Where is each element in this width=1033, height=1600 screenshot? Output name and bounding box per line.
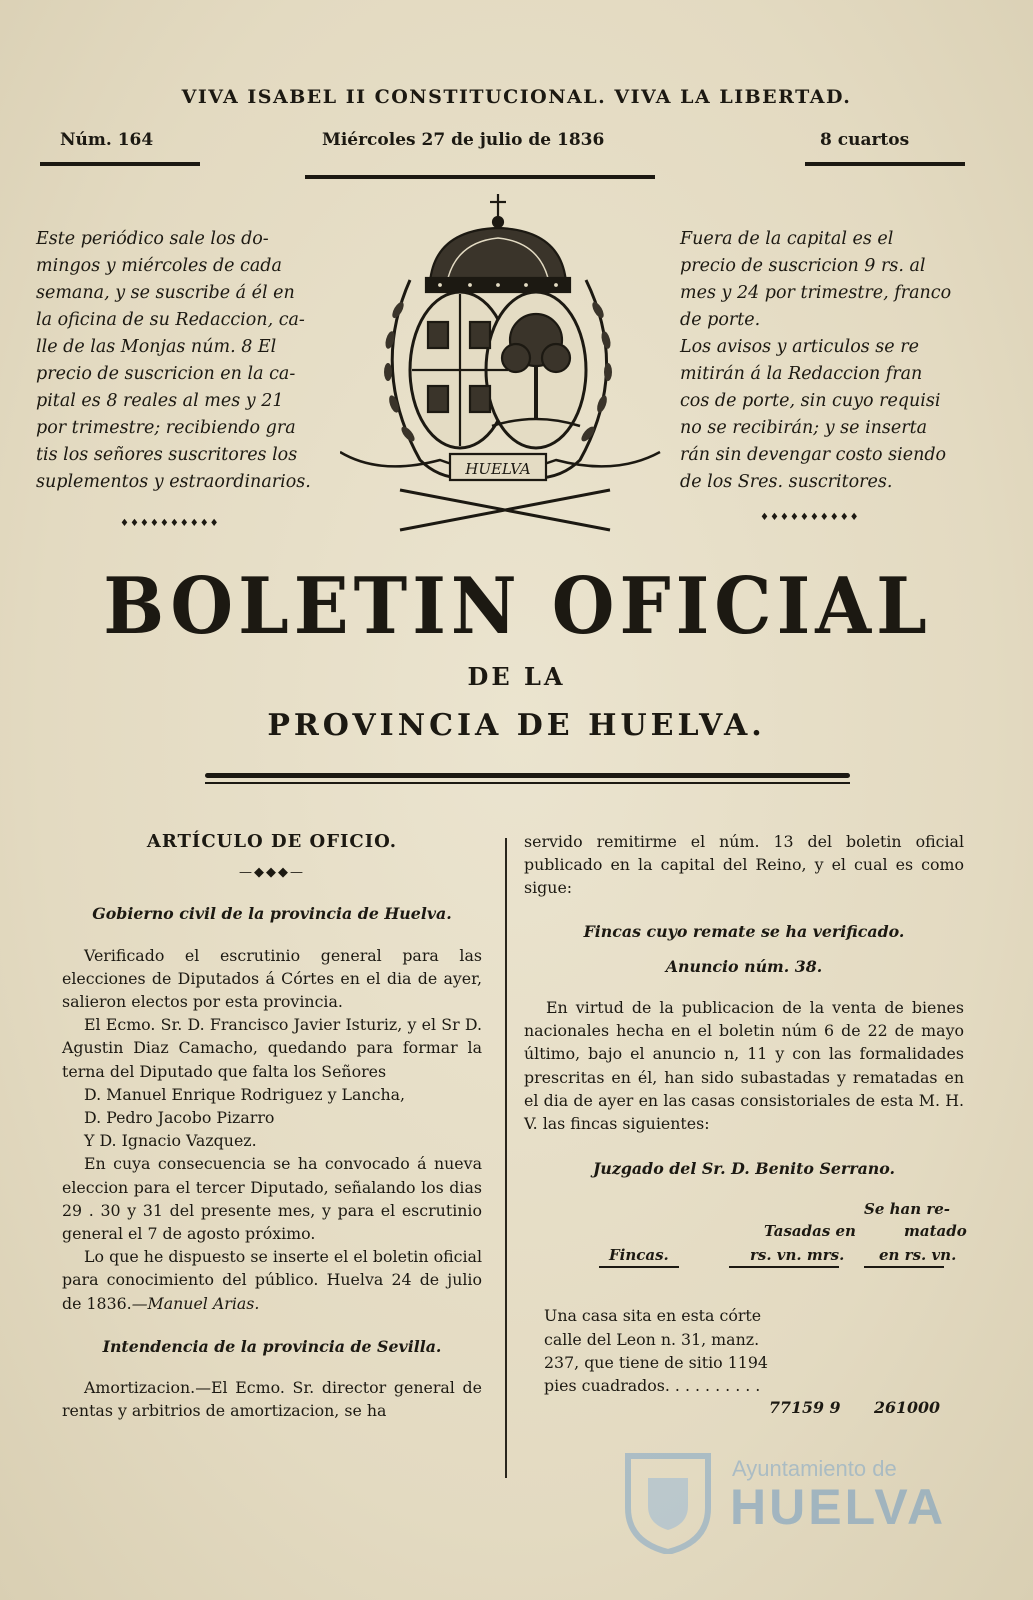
diamond-ornament-left: ♦♦♦♦♦♦♦♦♦♦ (120, 518, 220, 529)
col-rematado-2: matado (904, 1222, 967, 1241)
paragraph: servido remitirme el núm. 13 del boletin oficial publicado en la capital del Reino, y el cual es como sigue: (524, 832, 964, 898)
title-de-la: DE LA (467, 662, 566, 691)
col-tasadas-1: Tasadas en (764, 1222, 856, 1241)
paragraph (62, 1245, 482, 1315)
right-column (524, 830, 967, 1418)
left-notice-line: mingos y miércoles de cada (36, 256, 282, 276)
left-notice-line: lle de las Monjas núm. 8 El (36, 337, 277, 357)
section-heading-fincas: Fincas cuyo remate se ha verificado. (583, 921, 905, 941)
crest-ribbon-text: HUELVA (465, 460, 531, 478)
rule-right (805, 162, 965, 166)
col-fincas: Fincas. (609, 1246, 669, 1265)
left-column (62, 830, 482, 1422)
finca-rematado: 261000 (874, 1398, 940, 1418)
left-notice-line: precio de suscricion en la ca- (36, 364, 296, 384)
left-notice (36, 226, 326, 496)
right-notice-line: Los avisos y articulos se re (680, 337, 919, 357)
diamond-ornament-right: ♦♦♦♦♦♦♦♦♦♦ (760, 512, 860, 523)
section-heading-gobierno: Gobierno civil de la provincia de Huelva. (92, 904, 452, 924)
col-rematado-3: en rs. vn. (879, 1246, 957, 1265)
candidate-name: Y D. Ignacio Vazquez. (84, 1131, 257, 1151)
watermark-line1: Ayuntamiento de (732, 1456, 897, 1481)
section-ornament: —◆◆◆— (239, 865, 305, 881)
finca-tasada: 77159 9 (769, 1398, 841, 1418)
left-notice-line: por trimestre; recibiendo gra (36, 418, 296, 438)
col-tasadas-2: rs. vn. mrs. (750, 1246, 845, 1265)
right-notice-line: rán sin devengar costo siendo (680, 445, 947, 465)
masthead-motto: VIVA ISABEL II CONSTITUCIONAL. VIVA LA LIBERTAD. (181, 86, 852, 108)
right-notice-line: de porte. (680, 310, 761, 330)
watermark-line2: HUELVA (730, 1479, 947, 1535)
archive-watermark (620, 1448, 950, 1558)
table-row (524, 1304, 964, 1418)
newspaper-title: BOLETIN OFICIAL (103, 559, 932, 652)
left-notice-line: pital es 8 reales al mes y 21 (36, 391, 284, 411)
table-header (524, 1198, 967, 1265)
right-notice-line: mes y 24 por trimestre, franco (680, 283, 952, 303)
col-rematado-1: Se han re- (864, 1200, 951, 1219)
candidate-name: D. Pedro Jacobo Pizarro (84, 1108, 275, 1128)
city-shield-icon (620, 1448, 716, 1554)
signature: —Manuel Arias. (131, 1293, 260, 1313)
right-notice-line: de los Sres. suscritores. (680, 472, 893, 492)
juzgado-heading: Juzgado del Sr. D. Benito Serrano. (592, 1159, 896, 1179)
right-notice-line: no se recibirán; y se inserta (680, 418, 928, 438)
paragraph: El Ecmo. Sr. D. Francisco Javier Isturiz, y el Sr D. Agustin Diaz Camacho, quedando para formar la terna del Diputado que falta los Señores (62, 1015, 482, 1081)
section-heading-intendencia: Intendencia de la provincia de Sevilla. (102, 1336, 442, 1356)
left-notice-line: la oficina de su Redaccion, ca- (36, 310, 305, 330)
anuncio-heading: Anuncio núm. 38. (665, 956, 823, 976)
left-notice-line: tis los señores suscritores los (36, 445, 298, 465)
paragraph: En virtud de la publicacion de la venta de bienes nacionales hecha en el boletin núm 6 de 22 de mayo último, bajo el anuncio n, 11 y con las formalidades prescritas en él, han sido subastadas y rematadas en el dia de ayer en las casas consistoriales de esta M. H. V. las fincas siguientes: (524, 998, 964, 1134)
left-notice-line: semana, y se suscribe á él en (36, 283, 295, 303)
left-notice-line: suplementos y estraordinarios. (36, 472, 311, 492)
paragraph: En cuya consecuencia se ha convocado á nueva eleccion para el tercer Diputado, señalando los dias 29 . 30 y 31 del presente mes, y para el escrutinio general el 7 de agosto próximo. (62, 1154, 482, 1244)
right-notice-line: cos de porte, sin cuyo requisi (680, 391, 941, 411)
rule-center (305, 175, 655, 179)
paragraph-text: Lo que he dispuesto se inserte el el boletin oficial para conocimiento del público. Huelva 24 de julio de 1836. (62, 1247, 482, 1313)
right-notice-line: precio de suscricion 9 rs. al (680, 256, 926, 276)
column-divider (505, 838, 507, 1478)
right-notice (680, 226, 975, 496)
title-province: PROVINCIA DE HUELVA. (267, 708, 766, 743)
left-notice-line: Este periódico sale los do- (36, 229, 269, 249)
candidate-name: D. Manuel Enrique Rodriguez y Lancha, (84, 1084, 406, 1104)
right-notice-line: mitirán á la Redaccion fran (680, 364, 923, 384)
issue-number: Núm. 164 (60, 130, 154, 150)
issue-price: 8 cuartos (820, 130, 910, 150)
issue-date: Miércoles 27 de julio de 1836 (322, 130, 605, 150)
coat-of-arms-icon (340, 190, 670, 540)
right-notice-line: Fuera de la capital es el (680, 229, 894, 249)
article-heading: ARTÍCULO DE OFICIO. (146, 831, 398, 852)
title-rule-top (205, 773, 850, 778)
title-rule-bottom (205, 782, 850, 784)
paragraph: Verificado el escrutinio general para las elecciones de Diputados á Córtes en el dia de ayer, salieron electos por esta provincia. (62, 945, 482, 1012)
paragraph: Amortizacion.—El Ecmo. Sr. director general de rentas y arbitrios de amortizacion, se ha (62, 1378, 482, 1421)
finca-description: Una casa sita en esta córte calle del Leon n. 31, manz. 237, que tiene de sitio 1194 pies cuadrados. . . . . . . . . . (544, 1306, 768, 1396)
rule-left (40, 162, 200, 166)
table-rules (524, 1264, 964, 1270)
